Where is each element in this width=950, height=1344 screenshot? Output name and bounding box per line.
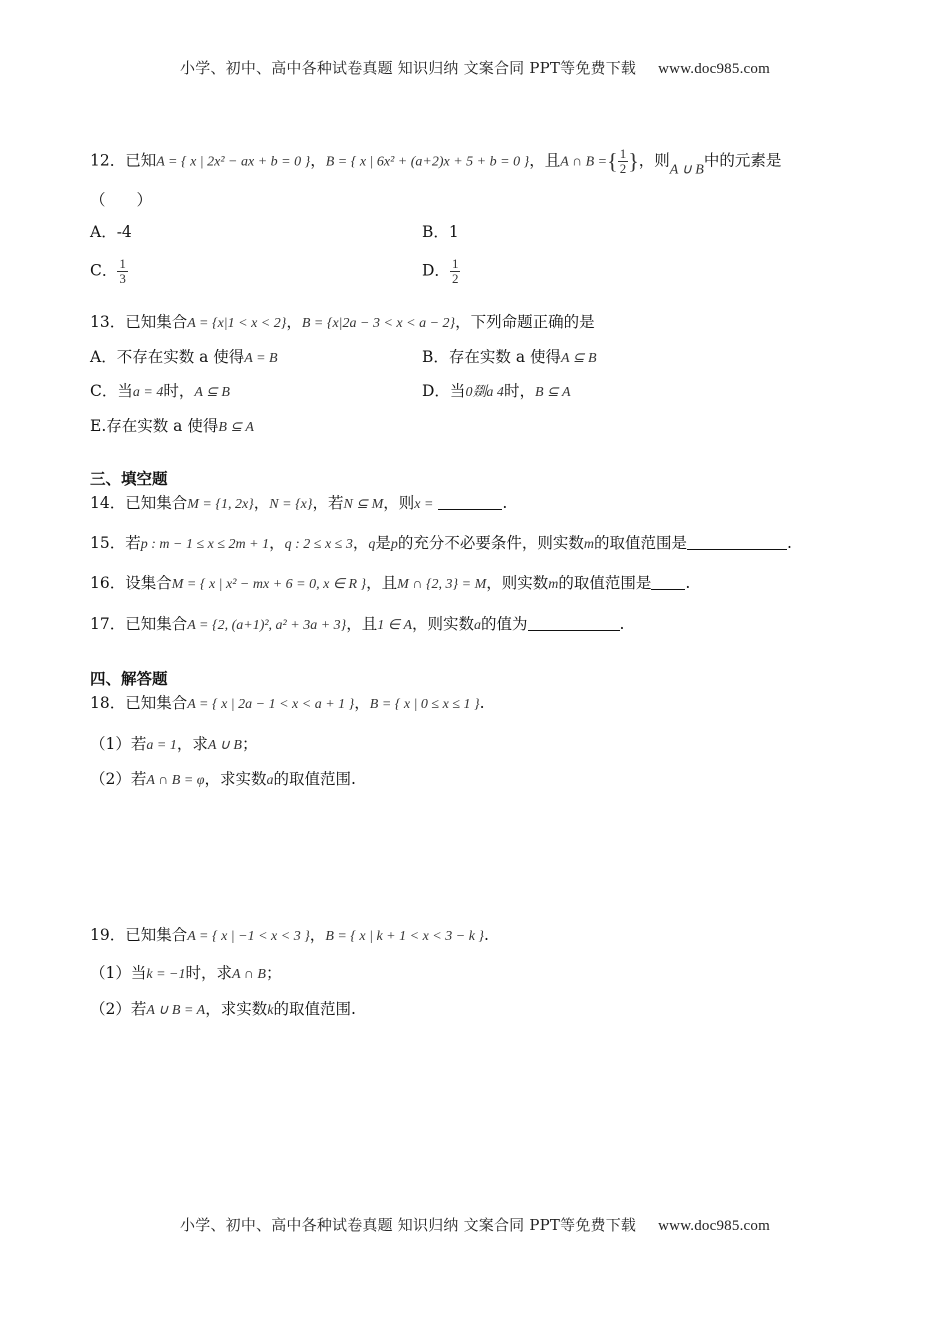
q18-set-a: A = { x | 2a − 1 < x < a + 1 }	[187, 697, 355, 712]
q14-set-n: N = {x}	[269, 497, 313, 512]
page-footer	[0, 1214, 950, 1235]
q13-a-math: A = B	[244, 351, 278, 366]
q12-c-den: 3	[119, 271, 126, 286]
q12-d-num: 1	[451, 256, 459, 271]
q14-mid: ，若	[312, 494, 344, 512]
q14-then: ，则	[383, 494, 415, 512]
q16-rel: M ∩ {2, 3} = M	[397, 577, 487, 592]
q12-frac-den: 2	[619, 161, 627, 176]
header-url[interactable]: www.doc985.com	[658, 61, 770, 77]
q19-p1-end: ；	[265, 964, 282, 982]
q19-end: .	[484, 926, 489, 944]
q12-set-a: A = { x | 2x² − ax + b = 0 }	[156, 154, 311, 170]
q13-d-math1: 0剟a 4	[465, 385, 504, 400]
q12-option-c-label: C．	[90, 261, 118, 280]
q16-mid: ，且	[366, 574, 398, 592]
q14-x: x =	[414, 497, 434, 512]
q16-m: m	[548, 577, 559, 592]
q17-a: a	[474, 618, 482, 633]
q18-p2-math: A ∩ B = φ	[146, 773, 205, 788]
q12-set-b: B = { x | 6x² + (a+2)x + 5 + b = 0 }	[325, 154, 530, 170]
q19-p2-text: （2）若	[90, 1000, 147, 1018]
q18-p2-end: 的取值范围.	[273, 770, 356, 788]
q13-option-b	[422, 346, 597, 370]
q19-part-1	[90, 962, 281, 986]
q15-sep2: ，	[352, 534, 369, 552]
q12-brace-right: }	[628, 148, 639, 174]
q17-tail: 的值为	[481, 615, 528, 633]
q13-option-a	[90, 346, 278, 370]
q13-c-math1: a = 4	[132, 385, 164, 400]
q14-end: .	[502, 494, 508, 512]
q12-c-num: 1	[119, 256, 126, 271]
q13-a-text: A．不存在实数 a 使得	[90, 348, 245, 366]
q15-text: 15．若	[90, 534, 141, 552]
q16-answer-blank[interactable]	[651, 573, 685, 590]
q12-fraction	[618, 147, 629, 176]
q18-p1-mid: ，求	[176, 735, 208, 753]
q19-p1-text: （1）当	[90, 964, 147, 982]
q15-answer-blank[interactable]	[687, 533, 787, 550]
q15-p: p : m − 1 ≤ x ≤ 2m + 1	[140, 537, 270, 552]
q13-option-c	[90, 380, 230, 404]
q14-set-m: M = {1, 2x}	[187, 497, 254, 512]
q13-sep: ，	[286, 313, 302, 331]
question-15	[90, 532, 792, 556]
q19-p2-k: k	[267, 1003, 274, 1018]
question-12-stem	[90, 147, 781, 182]
q15-mid: 是	[375, 534, 391, 552]
q13-e-math: B ⊆ A	[218, 420, 254, 435]
q19-p2-math: A ∪ B = A	[146, 1003, 206, 1018]
q19-p1-math: k = −1	[146, 967, 186, 982]
question-17	[90, 613, 624, 637]
header-text: 小学、初中、高中各种试卷真题 知识归纳 文案合同 PPT等免费下载	[180, 59, 637, 77]
q14-sep: ，	[253, 494, 270, 512]
q15-sep: ，	[269, 534, 285, 552]
q13-d-math2: B ⊆ A	[534, 385, 571, 400]
q19-set-b: B = { x | k + 1 < x < 3 − k }	[325, 929, 485, 944]
q13-c-text: C．当	[90, 382, 133, 400]
q18-p2-a: a	[266, 773, 274, 788]
q18-set-b: B = { x | 0 ≤ x ≤ 1 }	[369, 697, 480, 712]
q17-end: .	[619, 615, 625, 633]
q15-p2: p	[390, 537, 398, 552]
q18-text: 18．已知集合	[90, 694, 188, 712]
q18-part-1	[90, 733, 257, 757]
q19-p2-mid: ，求实数	[205, 1000, 268, 1018]
q18-p2-text: （2）若	[90, 770, 147, 788]
q12-brace-left: {	[607, 148, 618, 174]
q14-answer-blank[interactable]	[438, 493, 502, 510]
q19-text: 19．已知集合	[90, 926, 188, 944]
q18-p2-mid: ，求实数	[204, 770, 267, 788]
q16-text: 16．设集合	[90, 574, 172, 592]
q12-option-d-frac	[450, 257, 461, 286]
section-answer-title: 四、解答题	[90, 670, 168, 688]
q18-end: .	[479, 694, 485, 712]
q16-set-m: M = { x | x² − mx + 6 = 0, x ∈ R }	[171, 577, 367, 592]
q12-d-den: 2	[451, 271, 459, 286]
q13-b-text: B．存在实数 a 使得	[422, 348, 561, 366]
q19-p2-end: 的取值范围.	[273, 1000, 356, 1018]
q15-tail2: 的取值范围是	[594, 534, 688, 552]
q12-union: A ∪ B	[669, 162, 704, 178]
footer-url[interactable]: www.doc985.com	[658, 1218, 770, 1234]
q12-then: ，则	[638, 151, 670, 170]
q12-option-d-label: D．	[422, 261, 450, 280]
q12-option-d	[422, 257, 460, 286]
q12-option-a: A．-4	[90, 223, 132, 241]
q12-paren: （ ）	[90, 191, 153, 209]
question-16	[90, 572, 690, 596]
q16-end: .	[685, 574, 691, 592]
q13-set-a: A = {x|1 < x < 2}	[187, 316, 287, 331]
q13-option-d	[422, 380, 571, 404]
q18-p1-text: （1）若	[90, 735, 147, 753]
q18-p1-end: ；	[241, 735, 258, 753]
q13-number: 13．已知集合	[90, 313, 188, 331]
q13-d-text: D．当	[422, 382, 466, 400]
q17-rel: 1 ∈ A	[377, 618, 413, 633]
q15-end: .	[787, 534, 792, 552]
page-header	[0, 57, 950, 78]
q13-c-mid: 时，	[163, 382, 195, 400]
q12-mid: ，且	[529, 151, 561, 170]
q17-answer-blank[interactable]	[528, 614, 620, 631]
q12-option-c-frac	[117, 257, 128, 286]
q18-p1-math: a = 1	[146, 738, 177, 753]
q12-intersection: A ∩ B =	[560, 154, 608, 170]
q13-tail: ，下列命题正确的是	[455, 313, 595, 331]
question-14	[90, 492, 507, 516]
q15-q: q : 2 ≤ x ≤ 3	[284, 537, 353, 552]
q13-c-math2: A ⊆ B	[194, 385, 230, 400]
footer-text: 小学、初中、高中各种试卷真题 知识归纳 文案合同 PPT等免费下载	[180, 1216, 637, 1234]
q12-frac-num: 1	[619, 146, 627, 161]
q13-option-e	[90, 415, 254, 439]
q19-sep: ，	[309, 926, 326, 944]
q19-set-a: A = { x | −1 < x < 3 }	[187, 929, 310, 944]
q12-tail: 中的元素是	[703, 151, 782, 170]
question-18-stem	[90, 692, 485, 716]
q14-text: 14．已知集合	[90, 494, 188, 512]
q16-tail: 的取值范围是	[558, 574, 652, 592]
question-13-stem	[90, 311, 595, 335]
q19-p1-mid: 时，求	[185, 964, 232, 982]
q13-set-b: B = {x|2a − 3 < x < a − 2}	[301, 316, 456, 331]
q18-sep: ，	[354, 694, 370, 712]
q16-then: ，则实数	[486, 574, 549, 592]
q13-e-text: E.存在实数 a 使得	[90, 417, 219, 435]
question-19-stem	[90, 924, 489, 948]
q18-p1-math2: A ∪ B	[207, 738, 242, 753]
q17-set-a: A = {2, (a+1)², a² + 3a + 3}	[187, 618, 347, 633]
q14-rel: N ⊆ M	[343, 497, 384, 512]
section-fill-blank-title: 三、填空题	[90, 470, 168, 488]
q17-text: 17．已知集合	[90, 615, 188, 633]
q15-tail: 的充分不必要条件，则实数	[397, 534, 584, 552]
q17-then: ，则实数	[412, 615, 475, 633]
q13-b-math: A ⊆ B	[561, 351, 597, 366]
q15-m: m	[583, 537, 595, 552]
q12-sep: ，	[310, 151, 326, 170]
q15-q2: q	[368, 537, 376, 552]
q12-option-c	[90, 257, 128, 286]
q12-number: 12．已知	[90, 151, 157, 170]
q12-option-b: B．1	[422, 223, 459, 241]
q17-mid: ，且	[346, 615, 378, 633]
q19-part-2	[90, 998, 356, 1022]
q18-part-2	[90, 768, 356, 792]
q13-d-mid: 时，	[503, 382, 535, 400]
q19-p1-math2: A ∩ B	[232, 967, 266, 982]
